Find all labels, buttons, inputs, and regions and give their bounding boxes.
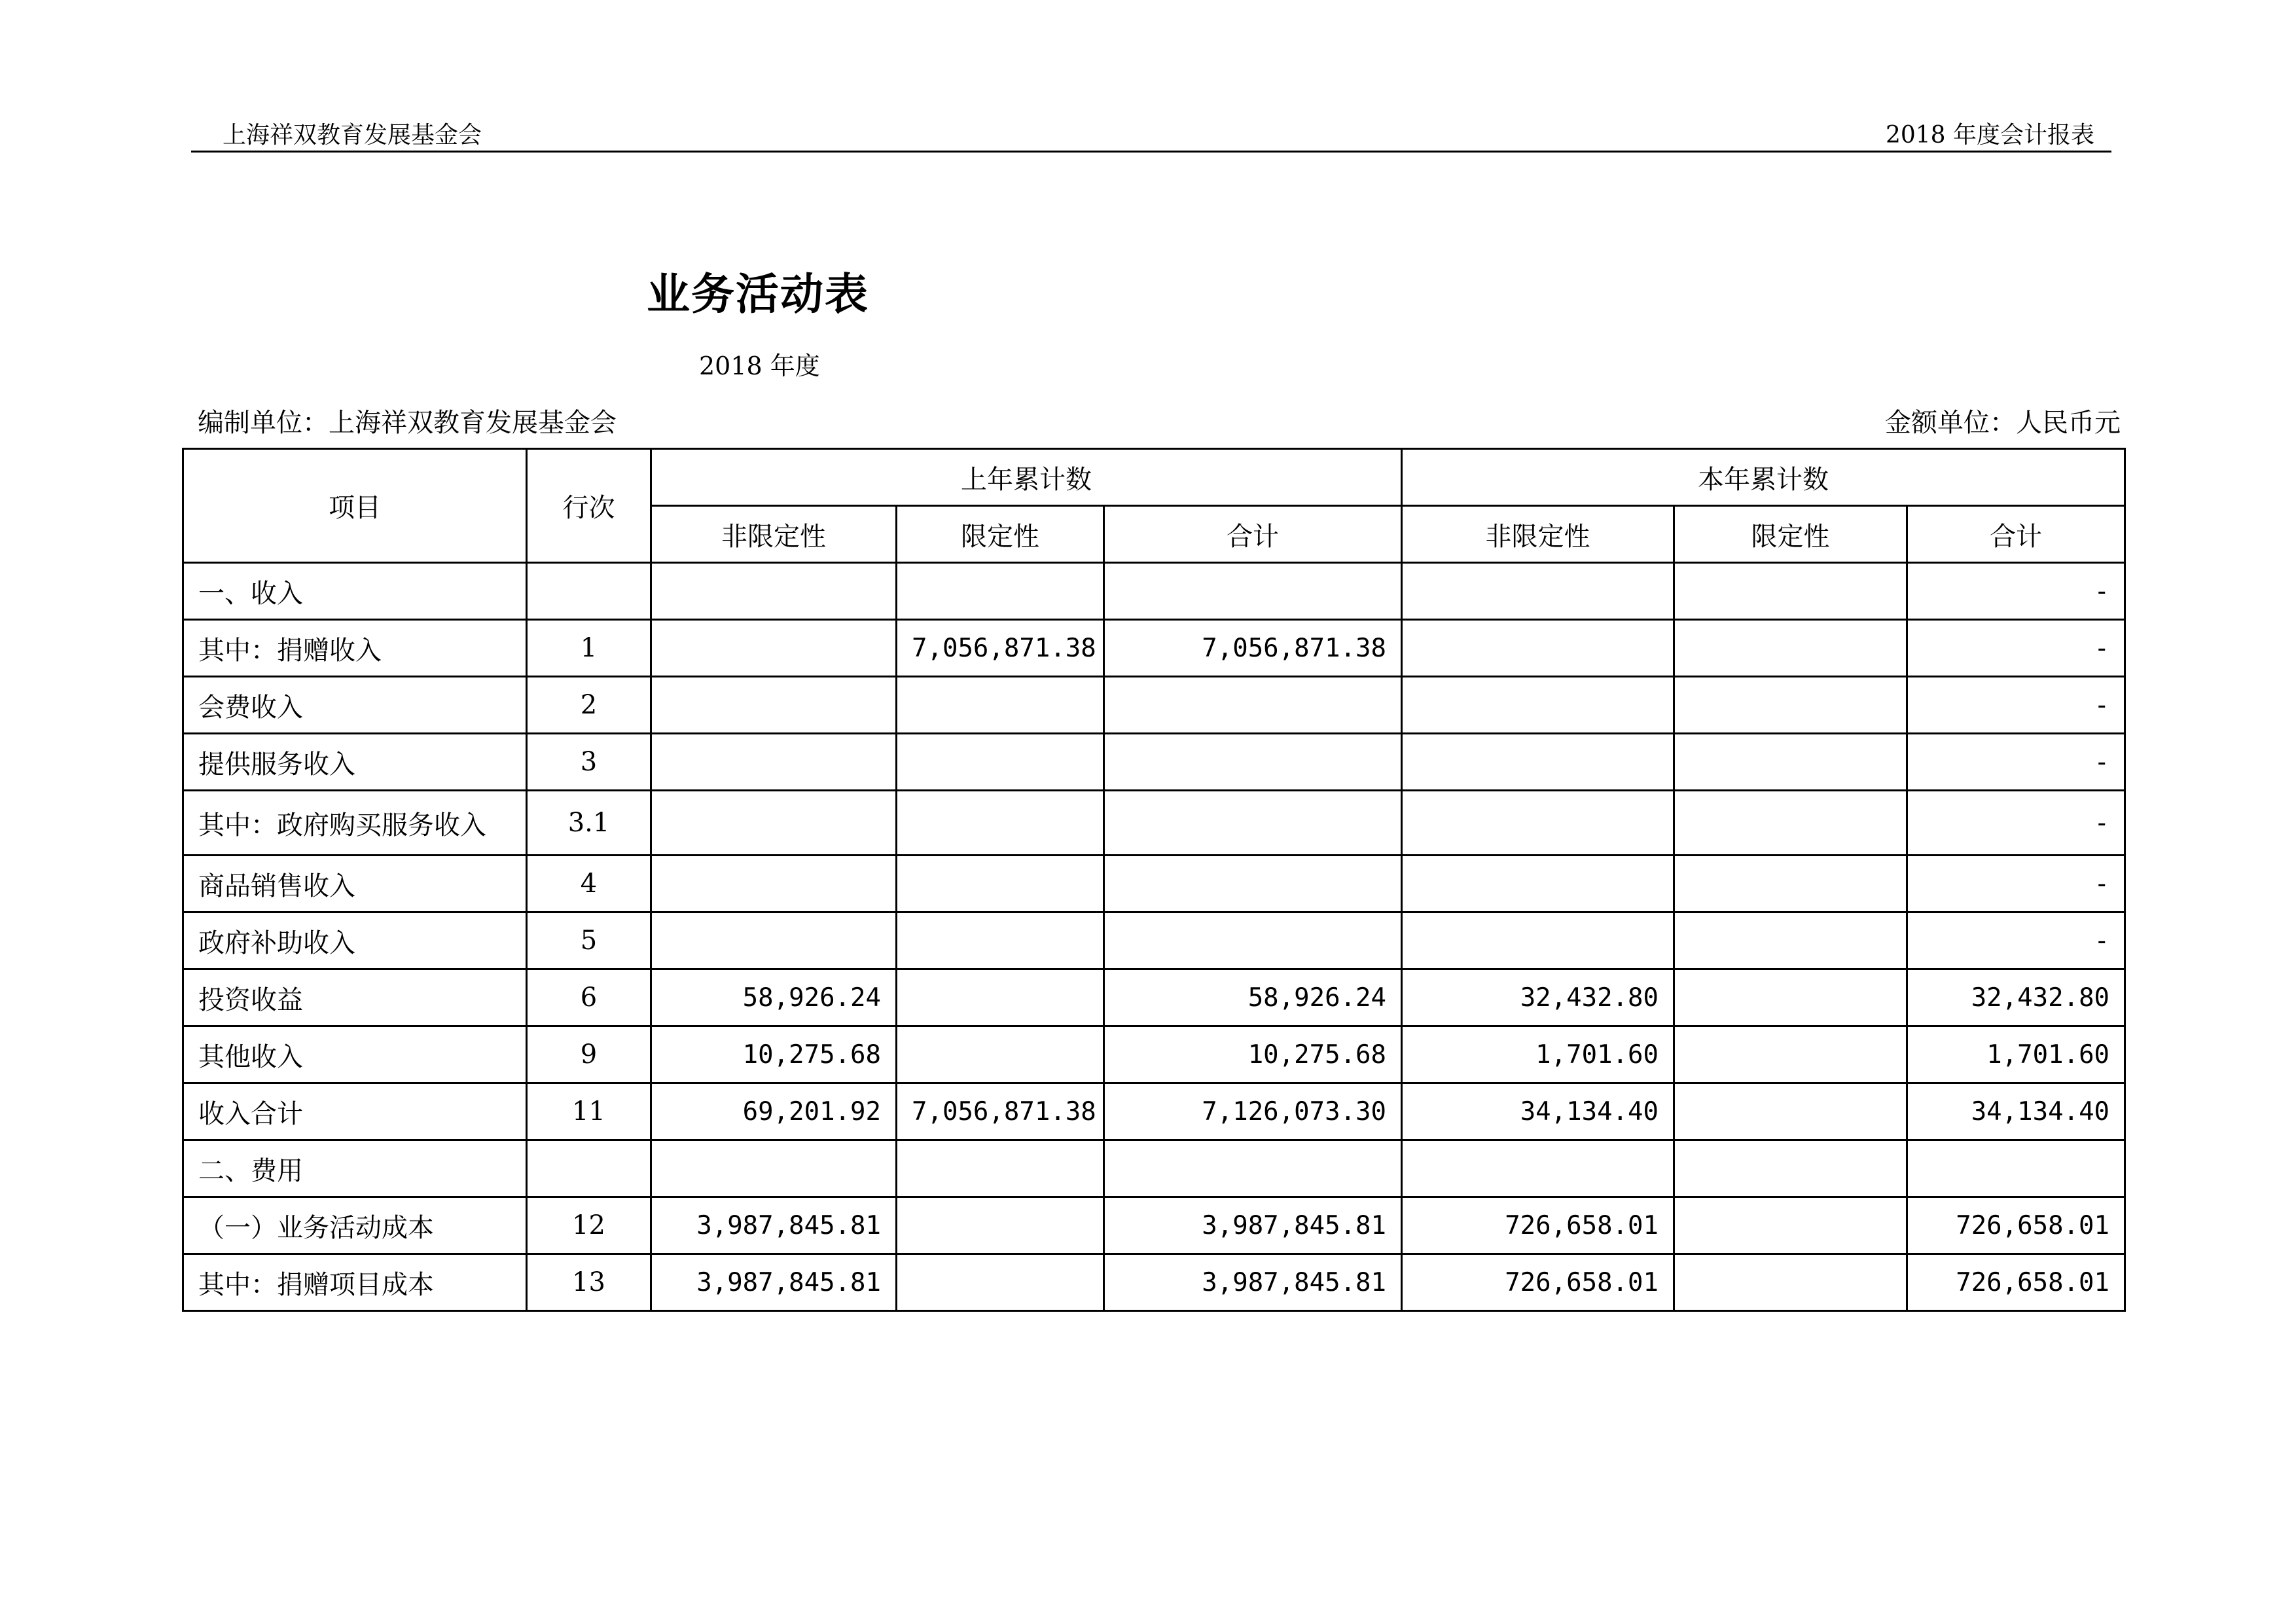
curr-unrestricted-value [1402, 791, 1674, 856]
prev-total-value [1104, 791, 1402, 856]
curr-total-value [1907, 1140, 2125, 1197]
prev-restricted-value: 7,056,871.38 [897, 1083, 1104, 1140]
curr-unrestricted-value: 32,432.80 [1402, 969, 1674, 1026]
prev-total-value [1104, 563, 1402, 620]
curr-restricted-value [1674, 1083, 1907, 1140]
prev-unrestricted-value [651, 912, 897, 969]
prev-unrestricted-value [651, 563, 897, 620]
row-item: 二、费用 [183, 1140, 527, 1197]
prev-unrestricted-value [651, 734, 897, 791]
prev-unrestricted-value [651, 620, 897, 677]
col-header-curr-restricted: 限定性 [1674, 506, 1907, 563]
row-line [527, 1140, 651, 1197]
prev-unrestricted-value [651, 677, 897, 734]
prev-total-value [1104, 734, 1402, 791]
row-line: 13 [527, 1254, 651, 1311]
curr-restricted-value [1674, 563, 1907, 620]
curr-restricted-value [1674, 1254, 1907, 1311]
prev-total-value: 58,926.24 [1104, 969, 1402, 1026]
activity-statement-table [182, 448, 2126, 1312]
curr-unrestricted-value [1402, 563, 1674, 620]
prev-total-value [1104, 1140, 1402, 1197]
prev-total-value: 7,126,073.30 [1104, 1083, 1402, 1140]
curr-unrestricted-value: 726,658.01 [1402, 1197, 1674, 1254]
header-rule [191, 151, 2111, 153]
prev-restricted-value [897, 1140, 1104, 1197]
prev-total-value: 3,987,845.81 [1104, 1197, 1402, 1254]
curr-total-value: - [1907, 791, 2125, 856]
col-group-previous-year: 上年累计数 [651, 449, 1402, 506]
row-line: 3.1 [527, 791, 651, 856]
prev-unrestricted-value: 69,201.92 [651, 1083, 897, 1140]
curr-restricted-value [1674, 969, 1907, 1026]
curr-unrestricted-value [1402, 734, 1674, 791]
prev-restricted-value [897, 1254, 1104, 1311]
table-row [183, 563, 2125, 620]
row-line: 6 [527, 969, 651, 1026]
table-row [183, 1140, 2125, 1197]
prev-restricted-value [897, 1026, 1104, 1083]
table-row [183, 791, 2125, 856]
prev-total-value: 3,987,845.81 [1104, 1254, 1402, 1311]
table-row [183, 734, 2125, 791]
row-line: 3 [527, 734, 651, 791]
currency-unit: 金额单位：人民币元 [1885, 408, 2121, 438]
row-line: 4 [527, 856, 651, 912]
curr-total-value: 32,432.80 [1907, 969, 2125, 1026]
col-header-line: 行次 [527, 449, 651, 563]
col-header-prev-total: 合计 [1104, 506, 1402, 563]
row-line: 11 [527, 1083, 651, 1140]
prev-unrestricted-value: 3,987,845.81 [651, 1197, 897, 1254]
col-group-current-year: 本年累计数 [1402, 449, 2125, 506]
header-report-name: 2018 年度会计报表 [1885, 122, 2094, 149]
curr-unrestricted-value [1402, 1140, 1674, 1197]
row-item: 收入合计 [183, 1083, 527, 1140]
row-line: 12 [527, 1197, 651, 1254]
curr-unrestricted-value: 34,134.40 [1402, 1083, 1674, 1140]
table-row [183, 1026, 2125, 1083]
prev-total-value: 7,056,871.38 [1104, 620, 1402, 677]
curr-total-value: - [1907, 856, 2125, 912]
curr-total-value: - [1907, 563, 2125, 620]
curr-total-value: - [1907, 734, 2125, 791]
row-item: 其中：捐赠收入 [183, 620, 527, 677]
row-line: 9 [527, 1026, 651, 1083]
row-line [527, 563, 651, 620]
curr-total-value: 1,701.60 [1907, 1026, 2125, 1083]
prev-restricted-value [897, 563, 1104, 620]
prev-unrestricted-value [651, 791, 897, 856]
curr-total-value: - [1907, 912, 2125, 969]
row-line: 1 [527, 620, 651, 677]
row-item: 一、收入 [183, 563, 527, 620]
table-row [183, 856, 2125, 912]
curr-unrestricted-value [1402, 856, 1674, 912]
prev-restricted-value [897, 677, 1104, 734]
curr-total-value: 726,658.01 [1907, 1254, 2125, 1311]
row-item: 会费收入 [183, 677, 527, 734]
prev-total-value: 10,275.68 [1104, 1026, 1402, 1083]
row-item: 其中：政府购买服务收入 [183, 791, 527, 856]
curr-restricted-value [1674, 1140, 1907, 1197]
prev-unrestricted-value: 10,275.68 [651, 1026, 897, 1083]
row-item: 商品销售收入 [183, 856, 527, 912]
prev-total-value [1104, 677, 1402, 734]
table-row-income-total [183, 1083, 2125, 1140]
curr-total-value: 34,134.40 [1907, 1083, 2125, 1140]
col-header-curr-unrestricted: 非限定性 [1402, 506, 1674, 563]
prev-restricted-value [897, 1197, 1104, 1254]
row-item: 其他收入 [183, 1026, 527, 1083]
prev-restricted-value [897, 969, 1104, 1026]
curr-unrestricted-value: 1,701.60 [1402, 1026, 1674, 1083]
table-row [183, 1197, 2125, 1254]
curr-unrestricted-value [1402, 677, 1674, 734]
prev-restricted-value: 7,056,871.38 [897, 620, 1104, 677]
prev-restricted-value [897, 734, 1104, 791]
table-row [183, 912, 2125, 969]
prev-total-value [1104, 856, 1402, 912]
report-title: 业务活动表 [647, 268, 869, 319]
col-header-prev-restricted: 限定性 [897, 506, 1104, 563]
report-period: 2018 年度 [699, 352, 820, 380]
curr-restricted-value [1674, 734, 1907, 791]
curr-total-value: - [1907, 620, 2125, 677]
prev-restricted-value [897, 791, 1104, 856]
row-item: 提供服务收入 [183, 734, 527, 791]
curr-restricted-value [1674, 791, 1907, 856]
prev-unrestricted-value [651, 856, 897, 912]
curr-unrestricted-value [1402, 912, 1674, 969]
row-item: 政府补助收入 [183, 912, 527, 969]
table-row [183, 969, 2125, 1026]
curr-unrestricted-value: 726,658.01 [1402, 1254, 1674, 1311]
prev-restricted-value [897, 912, 1104, 969]
table-row [183, 620, 2125, 677]
prev-restricted-value [897, 856, 1104, 912]
curr-total-value: - [1907, 677, 2125, 734]
curr-restricted-value [1674, 620, 1907, 677]
compiling-unit: 编制单位：上海祥双教育发展基金会 [198, 408, 617, 438]
curr-restricted-value [1674, 912, 1907, 969]
row-line: 2 [527, 677, 651, 734]
table-row [183, 677, 2125, 734]
curr-restricted-value [1674, 856, 1907, 912]
col-header-curr-total: 合计 [1907, 506, 2125, 563]
col-header-item: 项目 [183, 449, 527, 563]
curr-unrestricted-value [1402, 620, 1674, 677]
col-header-prev-unrestricted: 非限定性 [651, 506, 897, 563]
row-item: （一）业务活动成本 [183, 1197, 527, 1254]
header-organization: 上海祥双教育发展基金会 [223, 122, 482, 149]
curr-total-value: 726,658.01 [1907, 1197, 2125, 1254]
prev-unrestricted-value: 3,987,845.81 [651, 1254, 897, 1311]
prev-unrestricted-value: 58,926.24 [651, 969, 897, 1026]
prev-total-value [1104, 912, 1402, 969]
curr-restricted-value [1674, 1026, 1907, 1083]
row-item: 其中：捐赠项目成本 [183, 1254, 527, 1311]
row-line: 5 [527, 912, 651, 969]
table-row [183, 1254, 2125, 1311]
curr-restricted-value [1674, 1197, 1907, 1254]
prev-unrestricted-value [651, 1140, 897, 1197]
row-item: 投资收益 [183, 969, 527, 1026]
curr-restricted-value [1674, 677, 1907, 734]
